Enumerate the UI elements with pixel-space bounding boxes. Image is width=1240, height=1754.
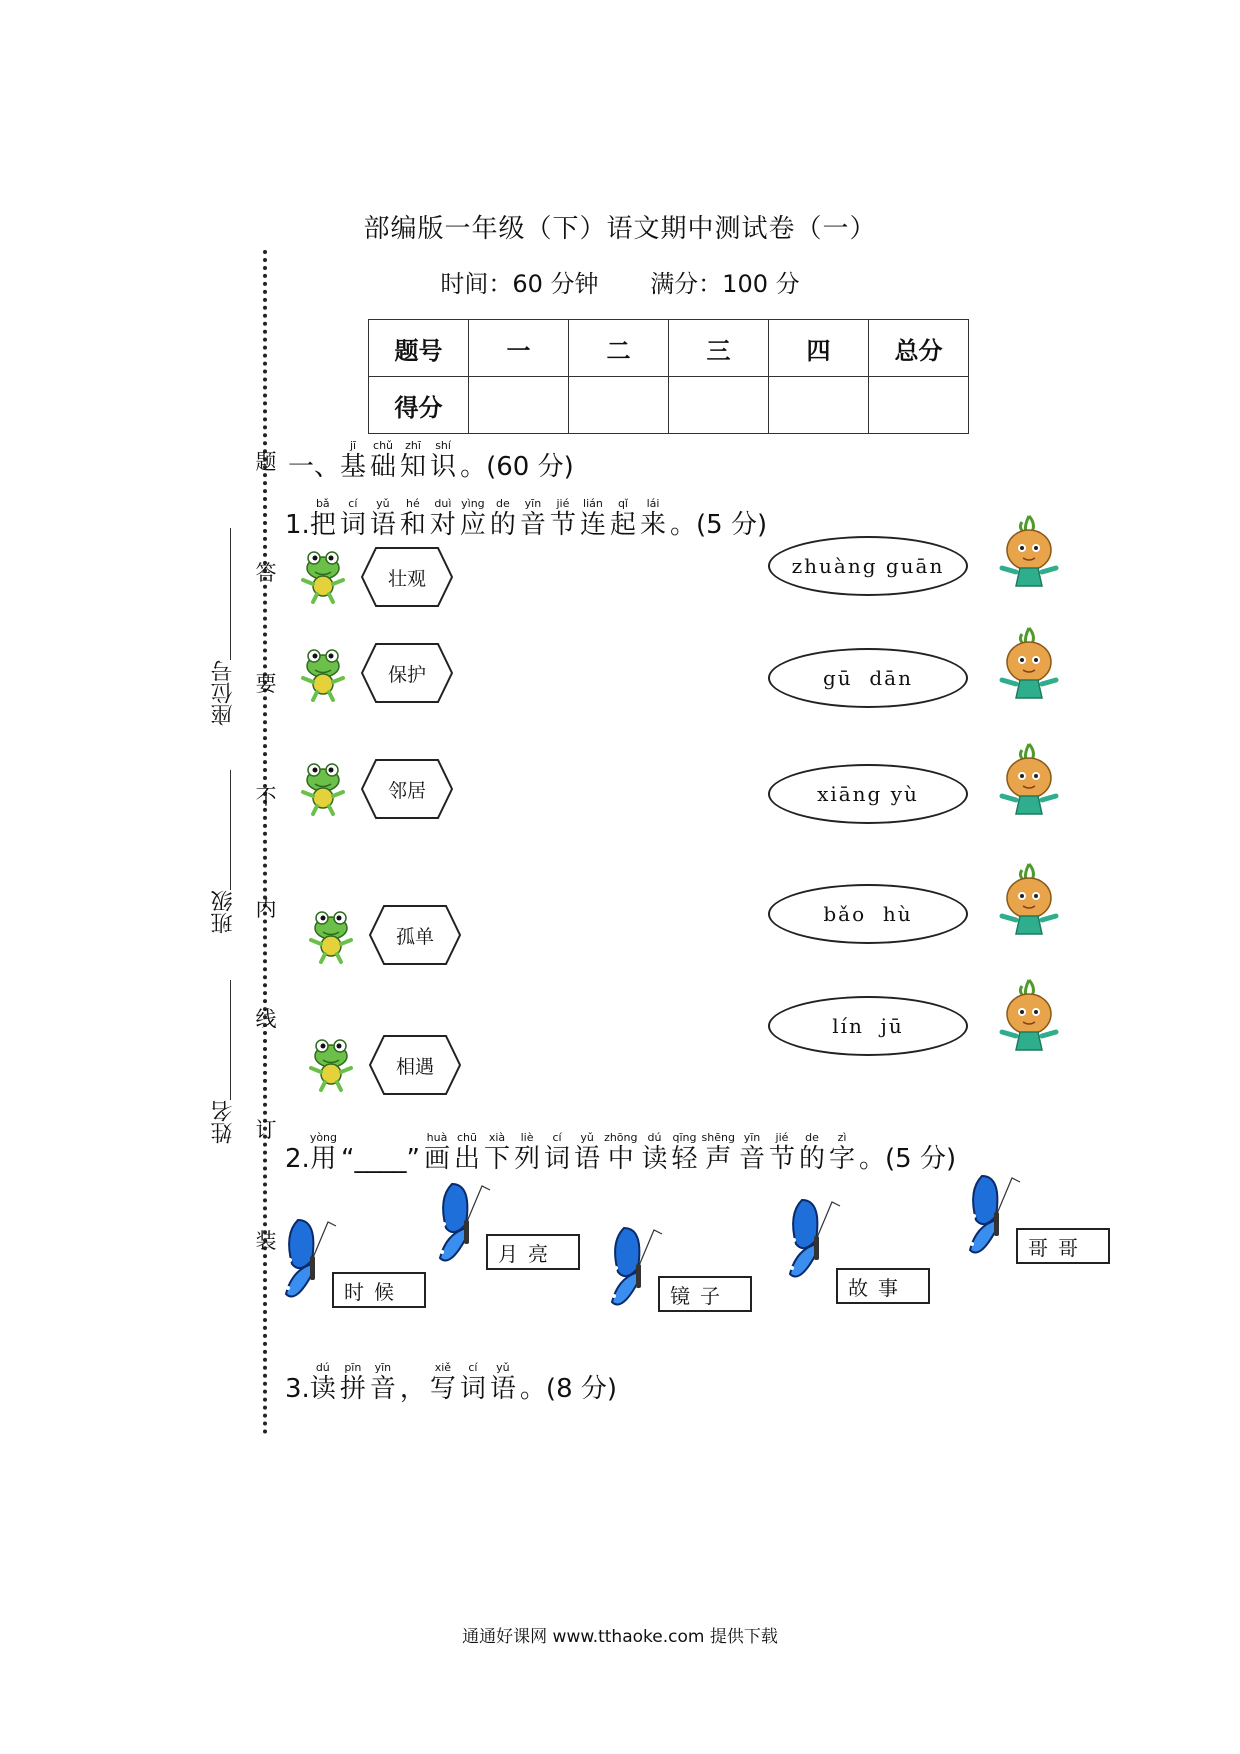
pinyin-label: zhuàng guān bbox=[791, 554, 945, 578]
frog-icon bbox=[300, 646, 346, 706]
ruby-char: zì 字 bbox=[829, 1131, 856, 1174]
ruby-char: bǎ 把 bbox=[309, 497, 336, 540]
pinyin-label: gū dān bbox=[822, 666, 913, 690]
ruby-char: yǔ 语 bbox=[369, 497, 396, 540]
ruby-char: ， bbox=[399, 1374, 426, 1404]
question-1-heading bbox=[285, 498, 767, 540]
pinyin-oval[interactable] bbox=[768, 648, 968, 708]
score-cell[interactable] bbox=[569, 377, 669, 434]
ruby-char: dú 读 bbox=[641, 1131, 668, 1174]
frog-icon bbox=[308, 1036, 354, 1096]
seat-number-blank[interactable] bbox=[230, 528, 231, 660]
ruby-char: jié 节 bbox=[768, 1131, 795, 1174]
frog-icon bbox=[300, 548, 346, 608]
onion-mascot-icon bbox=[996, 624, 1062, 706]
score-cell[interactable] bbox=[869, 377, 969, 434]
header-cell: 四 bbox=[769, 320, 869, 377]
ruby-char: de 的 bbox=[799, 1131, 826, 1174]
page-title: 部编版一年级（下）语文期中测试卷（一） bbox=[363, 214, 877, 244]
score-cell[interactable] bbox=[769, 377, 869, 434]
ruby-char: jié 节 bbox=[549, 497, 576, 540]
hexagon-word-label: 保护 bbox=[387, 663, 426, 686]
header-cell: 总分 bbox=[869, 320, 969, 377]
score-table bbox=[368, 319, 969, 434]
ruby-char: qīng 轻 bbox=[671, 1131, 698, 1174]
onion-mascot-icon bbox=[996, 860, 1062, 942]
time-limit: 时间：60 分钟 bbox=[440, 270, 599, 298]
margin-char: 内 bbox=[255, 897, 277, 921]
ruby-char: de 的 bbox=[489, 497, 516, 540]
word-box[interactable]: 故事 bbox=[836, 1268, 930, 1304]
question-score: 。(5 分) bbox=[670, 510, 768, 540]
pinyin-label: lín jū bbox=[832, 1014, 904, 1038]
binding-dotted-line bbox=[263, 250, 267, 1435]
ruby-char: xià 下 bbox=[484, 1131, 511, 1174]
word-hexagon[interactable] bbox=[360, 758, 454, 820]
margin-char: 装 bbox=[255, 1229, 277, 1253]
ruby-char: lái 来 bbox=[639, 497, 666, 540]
ruby-char: pīn 拼 bbox=[339, 1361, 366, 1404]
ruby-char: zhōng 中 bbox=[604, 1131, 638, 1174]
frog-icon bbox=[300, 760, 346, 820]
header-cell: 三 bbox=[669, 320, 769, 377]
ruby-char: yǔ 语 bbox=[574, 1131, 601, 1174]
pinyin-oval[interactable] bbox=[768, 536, 968, 596]
full-score: 满分：100 分 bbox=[650, 270, 800, 298]
ruby-char: shēng 声 bbox=[701, 1131, 735, 1174]
hexagon-word-label: 相遇 bbox=[395, 1055, 434, 1078]
ruby-char: lián 连 bbox=[579, 497, 606, 540]
pinyin-label: bǎo hù bbox=[823, 902, 913, 926]
heading-prefix: 一、 bbox=[288, 452, 341, 482]
question-number: 1. bbox=[285, 510, 310, 540]
word-hexagon[interactable] bbox=[360, 546, 454, 608]
ruby-char: qǐ 起 bbox=[609, 497, 636, 540]
margin-char: 线 bbox=[255, 1007, 277, 1031]
ruby-char: “____” bbox=[341, 1144, 420, 1174]
question-2-heading bbox=[285, 1132, 956, 1174]
question-number: 3. bbox=[285, 1374, 310, 1404]
ruby-char: hé 和 bbox=[399, 497, 426, 540]
word-box[interactable]: 哥哥 bbox=[1016, 1228, 1110, 1264]
hexagon-word-label: 壮观 bbox=[387, 567, 426, 590]
ruby-char: yīn 音 bbox=[519, 497, 546, 540]
footer-source: 通通好课网 www.tthaoke.com 提供下载 bbox=[462, 1627, 778, 1647]
ruby-char: yīn 音 bbox=[738, 1131, 765, 1174]
class-label: 班级 bbox=[211, 890, 236, 934]
ruby-char: jī 基 bbox=[340, 439, 367, 482]
word-hexagon[interactable] bbox=[368, 1034, 462, 1096]
ruby-char: yìng 应 bbox=[459, 497, 486, 540]
ruby-char: chǔ 础 bbox=[370, 439, 397, 482]
hexagon-word-label: 孤单 bbox=[395, 925, 434, 948]
ruby-char: yòng 用 bbox=[309, 1131, 338, 1174]
ruby-char: chū 出 bbox=[453, 1131, 480, 1174]
hexagon-word-label: 邻居 bbox=[387, 779, 426, 802]
question-number: 2. bbox=[285, 1144, 310, 1174]
score-table-header-row bbox=[369, 320, 969, 377]
section-1-heading bbox=[288, 440, 574, 482]
ruby-char: duì 对 bbox=[429, 497, 456, 540]
ruby-char: cí 词 bbox=[339, 497, 366, 540]
ruby-char: cí 词 bbox=[459, 1361, 486, 1404]
word-hexagon[interactable] bbox=[360, 642, 454, 704]
onion-mascot-icon bbox=[996, 512, 1062, 594]
ruby-char: huà 画 bbox=[423, 1131, 450, 1174]
row-label: 得分 bbox=[369, 377, 469, 434]
name-label: 姓名 bbox=[211, 1100, 236, 1144]
frog-icon bbox=[308, 908, 354, 968]
margin-char: 订 bbox=[255, 1118, 277, 1142]
question-score: 。(8 分) bbox=[519, 1374, 618, 1404]
score-table-score-row bbox=[369, 377, 969, 434]
ruby-char: zhī 知 bbox=[400, 439, 427, 482]
word-box[interactable]: 镜子 bbox=[658, 1276, 752, 1312]
score-cell[interactable] bbox=[669, 377, 769, 434]
seat-number-label: 座位号 bbox=[211, 660, 236, 726]
onion-mascot-icon bbox=[996, 976, 1062, 1058]
ruby-char: cí 词 bbox=[544, 1131, 571, 1174]
ruby-char: xiě 写 bbox=[429, 1361, 456, 1404]
class-blank[interactable] bbox=[230, 770, 231, 890]
name-blank[interactable] bbox=[230, 980, 231, 1100]
word-hexagon[interactable] bbox=[368, 904, 462, 966]
exam-info bbox=[0, 264, 1240, 299]
ruby-char: shí 识 bbox=[430, 439, 457, 482]
pinyin-oval[interactable] bbox=[768, 884, 968, 944]
header-cell: 一 bbox=[469, 320, 569, 377]
question-score: 。(5 分) bbox=[859, 1144, 957, 1174]
score-cell[interactable] bbox=[469, 377, 569, 434]
onion-mascot-icon bbox=[996, 740, 1062, 822]
ruby-char: liè 列 bbox=[514, 1131, 541, 1174]
ruby-char: yǔ 语 bbox=[489, 1361, 516, 1404]
pinyin-oval[interactable] bbox=[768, 764, 968, 824]
ruby-char: dú 读 bbox=[309, 1361, 336, 1404]
header-cell: 题号 bbox=[369, 320, 469, 377]
pinyin-label: xiāng yù bbox=[817, 782, 919, 806]
word-box[interactable]: 月亮 bbox=[486, 1234, 580, 1270]
pinyin-oval[interactable] bbox=[768, 996, 968, 1056]
margin-char: 题 bbox=[255, 450, 277, 474]
heading-score: 。(60 分) bbox=[460, 452, 574, 482]
margin-char: 不 bbox=[255, 785, 277, 809]
margin-char: 要 bbox=[255, 672, 277, 696]
margin-char: 答 bbox=[255, 561, 277, 585]
header-cell: 二 bbox=[569, 320, 669, 377]
ruby-char: yīn 音 bbox=[369, 1361, 396, 1404]
word-box[interactable]: 时候 bbox=[332, 1272, 426, 1308]
question-3-heading bbox=[285, 1362, 617, 1404]
